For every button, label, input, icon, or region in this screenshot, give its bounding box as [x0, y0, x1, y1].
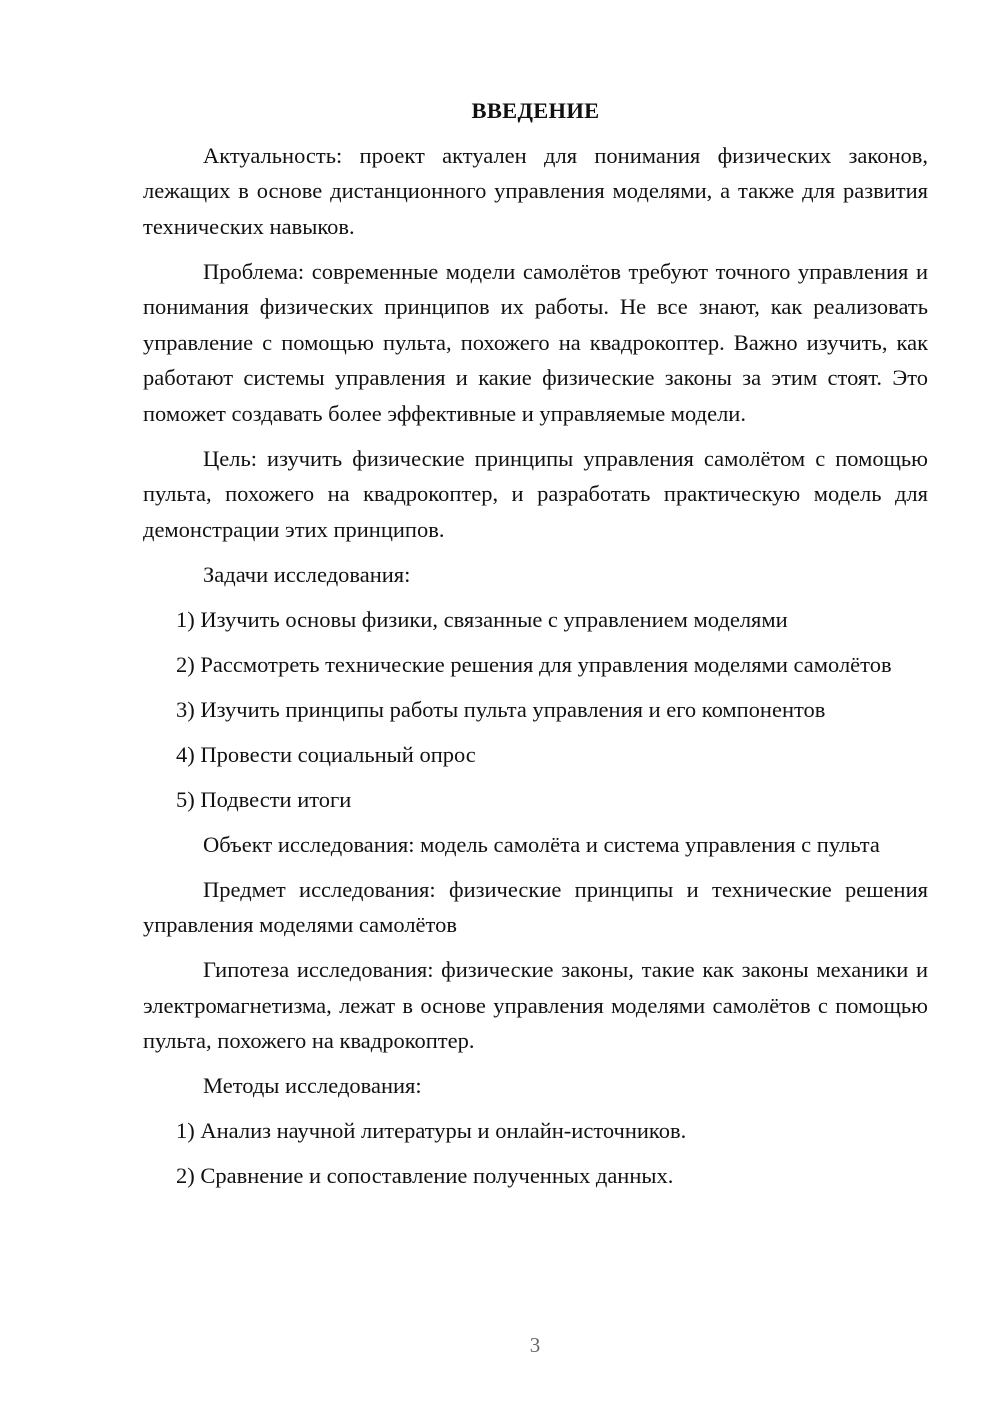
method-item: 2) Сравнение и сопоставление полученных данных.: [176, 1163, 674, 1188]
page-number: 3: [529, 1333, 541, 1357]
task-item: 2) Рассмотреть технические решения для управления моделями самолётов: [176, 651, 892, 677]
object-paragraph: Объект исследования: модель самолёта и система управления с пульта: [203, 831, 880, 857]
goal-paragraph: Цель: изучить физические принципы управления самолётом с помощью пульта, похожего на квадрокоптер, и разработать практическую модель для демонстрации этих принципов.: [143, 445, 928, 542]
task-item: 3) Изучить принципы работы пульта управления и его компонентов: [176, 696, 826, 722]
hypothesis-paragraph: Гипотеза исследования: физические законы, такие как законы механики и электромагнетизма, лежат в основе управления моделями самолётов с помощью пульта, похожего на квадрокоптер.: [143, 957, 928, 1053]
tasks-title: Задачи исследования:: [203, 561, 411, 587]
methods-title: Методы исследования:: [203, 1073, 422, 1098]
page-content: [143, 93, 928, 1203]
subject-paragraph: Предмет исследования: физические принципы и технические решения управления моделями самолётов: [143, 876, 928, 937]
problem-paragraph: Проблема: современные модели самолётов требуют точного управления и понимания физических принципов их работы. Не все знают, как реализовать управление с помощью пульта, похожего на квадрокоптер. Важно изучить, как работают системы управления и какие физические законы за этим стоят. Это поможет создавать более эффективные и управляемые модели.: [143, 258, 928, 426]
task-item: 5) Подвести итоги: [176, 786, 352, 812]
method-item: 1) Анализ научной литературы и онлайн-источников.: [176, 1118, 687, 1143]
relevance-paragraph: Актуальность: проект актуален для понимания физических законов, лежащих в основе дистанционного управления моделями, а также для развития технических навыков.: [143, 142, 928, 239]
section-heading: ВВЕДЕНИЕ: [471, 98, 600, 123]
task-item: 4) Провести социальный опрос: [176, 741, 476, 767]
task-item: 1) Изучить основы физики, связанные с управлением моделями: [176, 606, 788, 632]
